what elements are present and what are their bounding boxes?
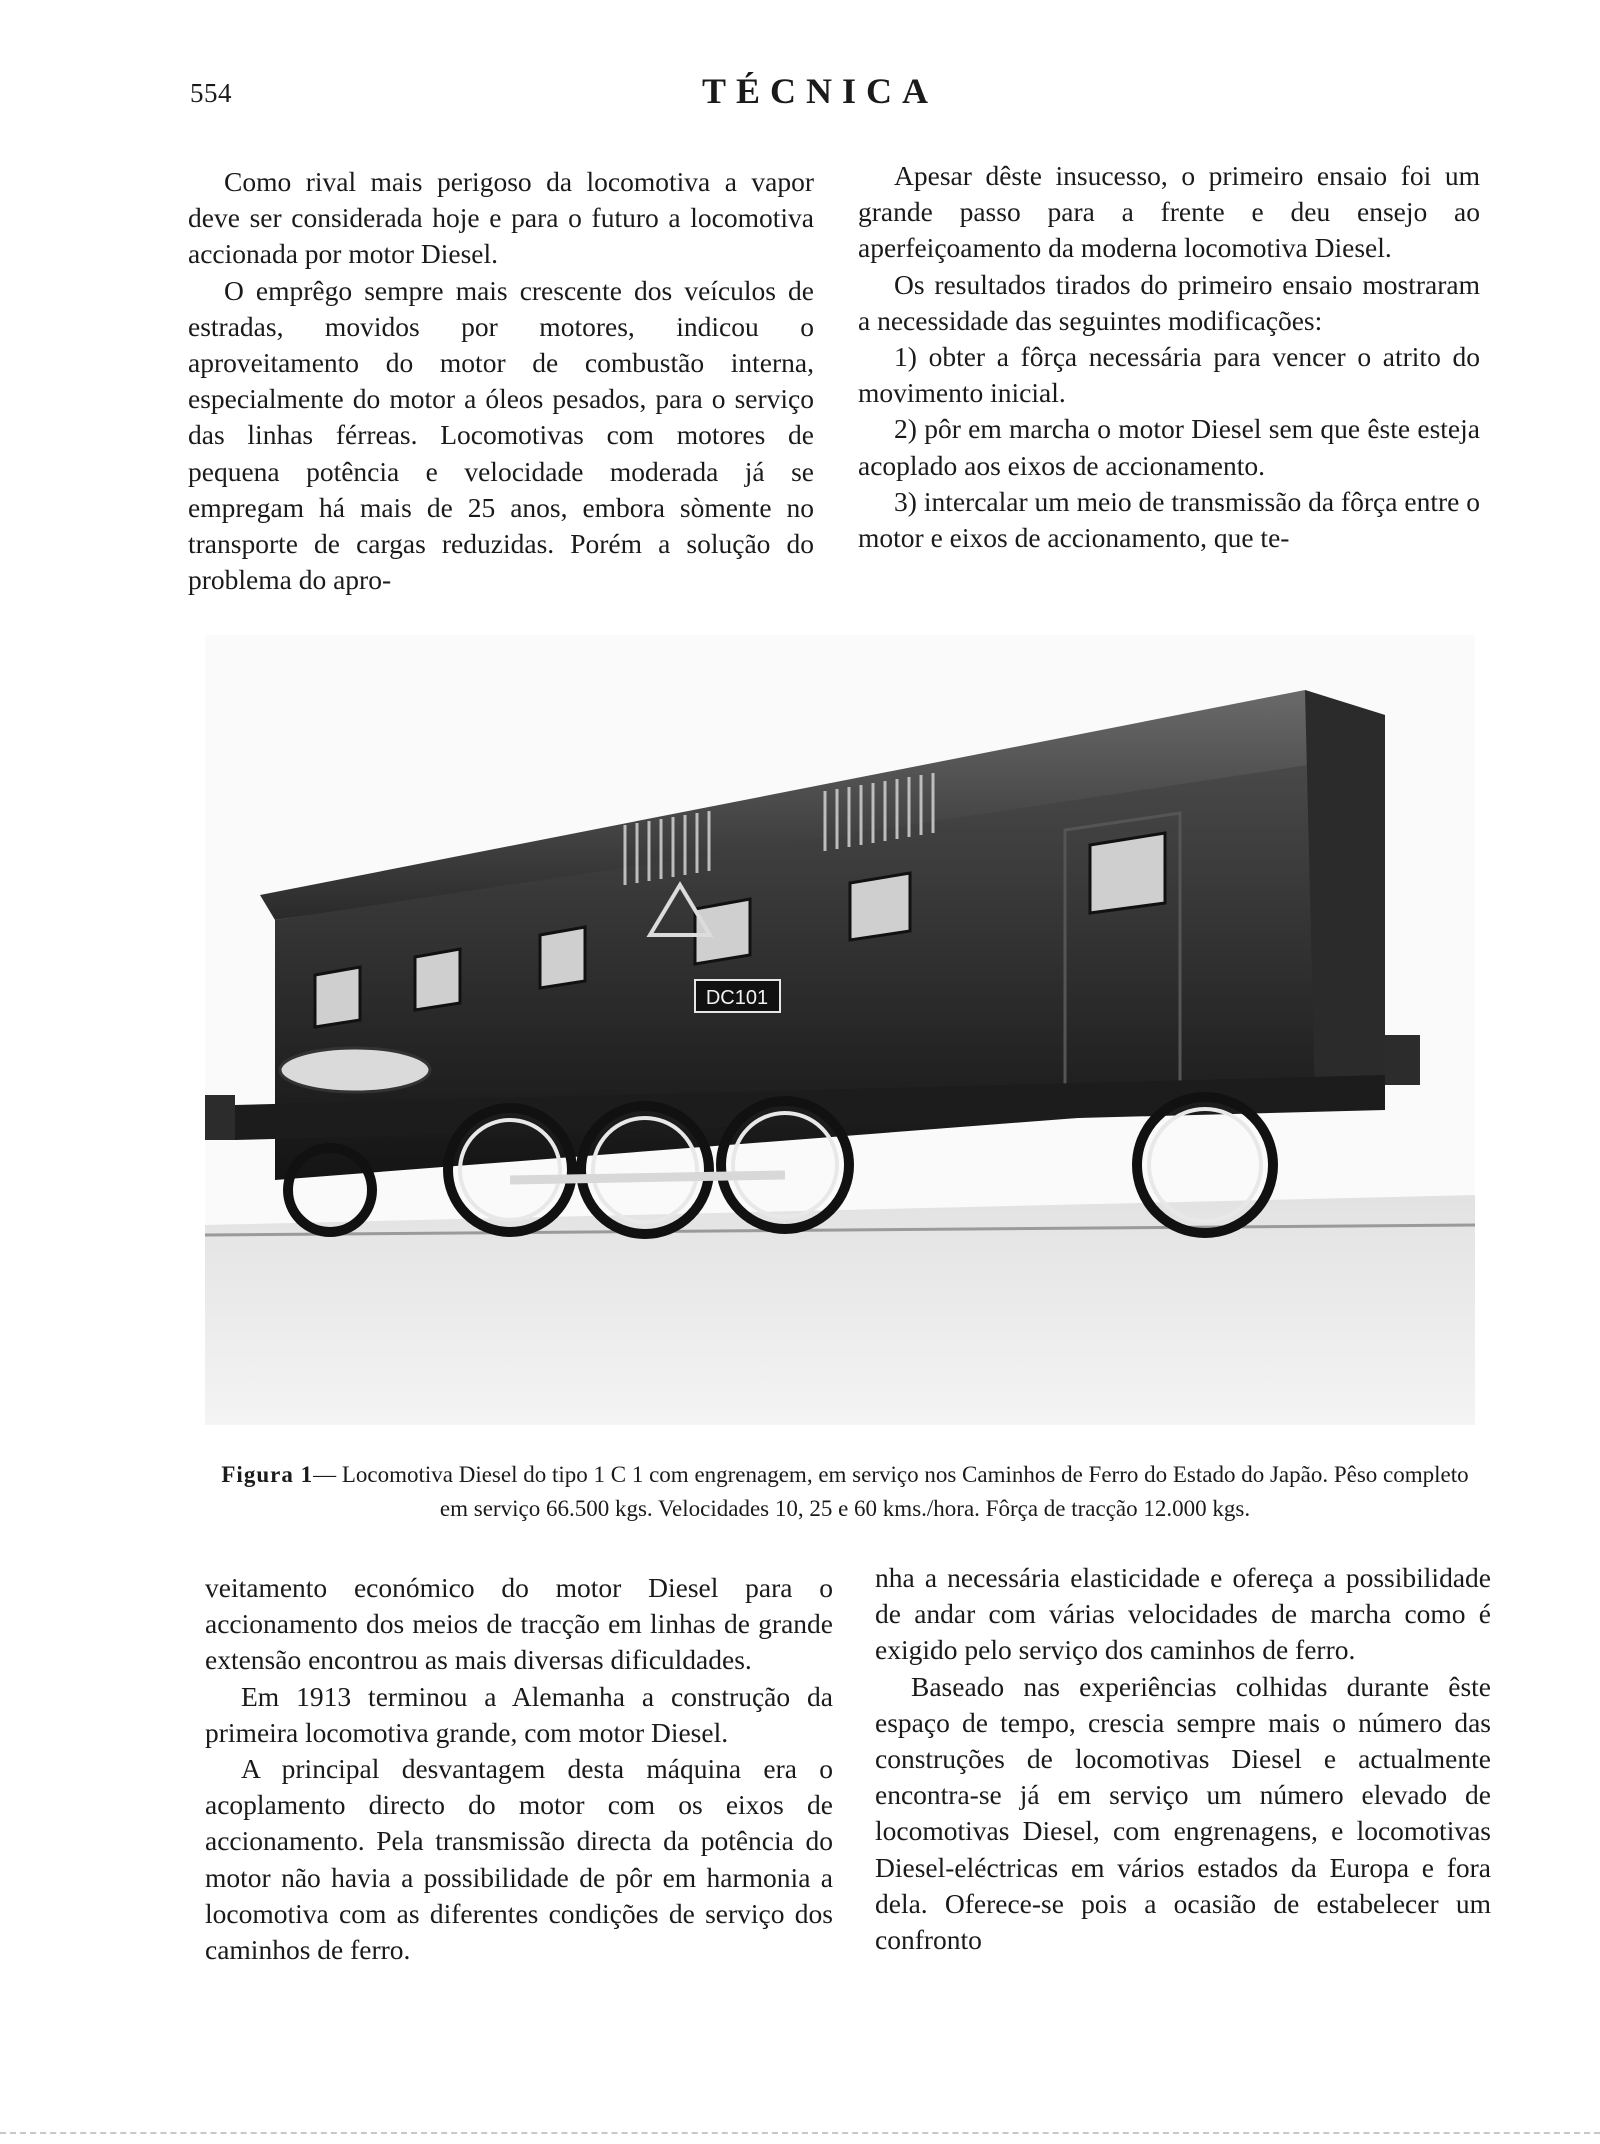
- figure-label: Figura 1: [221, 1462, 314, 1487]
- list-item: 3) intercalar um meio de transmissão da fôrça entre o motor e eixos de accionamento, que te-: [858, 485, 1480, 554]
- page-edge: [0, 2132, 1600, 2136]
- column-top-left: [188, 164, 814, 598]
- page-number: 554: [190, 78, 232, 108]
- paragraph: Os resultados tirados do primeiro ensaio mostraram a necessidade das seguintes modificações:: [858, 268, 1480, 336]
- paragraph: O emprêgo sempre mais crescente dos veículos de estradas, movidos por motores, indicou o aproveitamento do motor de combustão interna, especialmente do motor a óleos pesados, para o serviço das linhas férreas. Locomotivas com motores de pequena potência e velocidade moderada já se empregam há mais de 25 anos, embora sòmente no transporte de cargas reduzidas. Porém a solução do problema do apro-: [188, 274, 814, 596]
- figure-caption-text: — Locomotiva Diesel do tipo 1 C 1 com engrenagem, em serviço nos Caminhos de Ferro do Estado do Japão. Pêso completo em serviço 66.500 kgs. Velocidades 10, 25 e 60 kms./hora. Fôrça de tracção 12.000 kgs.: [313, 1462, 1469, 1521]
- running-head: TÉCNICA: [701, 71, 939, 111]
- paragraph: nha a necessária elasticidade e ofereça a possibilidade de andar com várias velocidades de marcha como é exigido pelo serviço dos caminhos de ferro.: [875, 1562, 1491, 1666]
- list-item: 1) obter a fôrça necessária para vencer o atrito do movimento inicial.: [858, 341, 1480, 409]
- locomotive-photo: [205, 635, 1475, 1425]
- column-bottom-right: [875, 1560, 1491, 1958]
- paragraph: veitamento económico do motor Diesel para o accionamento dos meios de tracção em linhas de grande extensão encontrou as mais diversas dificuldades.: [205, 1572, 833, 1676]
- list-item: 2) pôr em marcha o motor Diesel sem que êste esteja acoplado aos eixos de accionamento.: [858, 413, 1480, 481]
- column-bottom-left: [205, 1570, 833, 1968]
- paragraph: Em 1913 terminou a Alemanha a construção da primeira locomotiva grande, com motor Diesel.: [205, 1680, 833, 1748]
- paragraph: A principal desvantagem desta máquina era o acoplamento directo do motor com os eixos de accionamento. Pela transmissão directa da potência do motor não havia a possibilidade de pôr em harmonia a locomotiva com as diferentes condições de serviço dos caminhos de ferro.: [205, 1753, 833, 1966]
- paragraph: Apesar dêste insucesso, o primeiro ensaio foi um grande passo para a frente e deu ensejo ao aperfeiçoamento da moderna locomotiva Diesel.: [858, 160, 1480, 264]
- number-plate: DC101: [705, 987, 769, 1009]
- figure-caption: [210, 1458, 1480, 1526]
- locomotive-illustration: [205, 635, 1475, 1425]
- paragraph: Baseado nas experiências colhidas durante êste espaço de tempo, crescia sempre mais o número das construções de locomotivas Diesel e actualmente encontra-se já em serviço um número elevado de locomotivas Diesel, com engrenagens, e locomotivas Diesel-eléctricas em vários estados da Europa e fora dela. Oferece-se pois a ocasião de estabelecer um confronto: [875, 1670, 1491, 1956]
- column-top-right: [858, 158, 1480, 556]
- paragraph: Como rival mais perigoso da locomotiva a vapor deve ser considerada hoje e para o futuro a locomotiva accionada por motor Diesel.: [188, 166, 814, 270]
